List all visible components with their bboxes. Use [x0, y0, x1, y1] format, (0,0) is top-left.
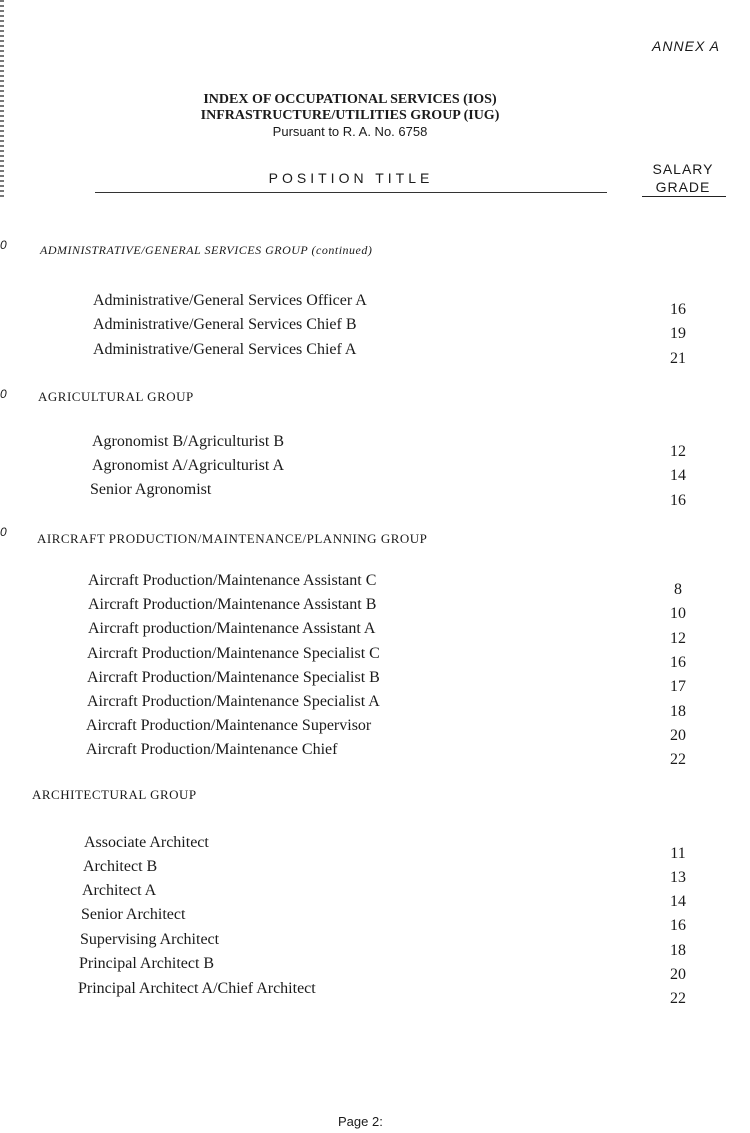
annex-label: ANNEX A [652, 38, 720, 54]
position-row: Architect B [83, 858, 158, 875]
salary-grade-heading [640, 160, 726, 196]
document-header [0, 92, 700, 140]
salary-heading-line-1: SALARY [652, 161, 714, 177]
position-row: Senior Agronomist [90, 481, 212, 498]
salary-grade: 8 [674, 581, 682, 598]
salary-grade: 22 [670, 990, 686, 1007]
salary-grade: 21 [670, 350, 686, 367]
margin-mark: 0 [0, 525, 7, 539]
position-row: Aircraft production/Maintenance Assistant A [88, 620, 376, 637]
position-row: Aircraft Production/Maintenance Assistant C [88, 572, 377, 589]
position-row: Aircraft Production/Maintenance Specialist C [87, 645, 380, 662]
salary-grade: 18 [670, 942, 686, 959]
position-row: Agronomist B/Agriculturist B [92, 433, 284, 450]
salary-grade: 17 [670, 678, 686, 695]
position-title-rule [95, 192, 607, 193]
salary-grade-rule [642, 196, 726, 197]
salary-grade: 19 [670, 325, 686, 342]
salary-grade: 20 [670, 727, 686, 744]
position-row: Architect A [82, 882, 157, 899]
position-row: Principal Architect A/Chief Architect [78, 980, 316, 997]
salary-grade: 16 [670, 492, 686, 509]
position-row: Aircraft Production/Maintenance Supervisor [86, 717, 372, 734]
salary-grade: 16 [670, 917, 686, 934]
position-row: Senior Architect [81, 906, 186, 923]
page-number: Page 2: [338, 1114, 383, 1129]
position-row: Administrative/General Services Officer A [93, 292, 367, 309]
header-line-2: INFRASTRUCTURE/UTILITIES GROUP (IUG) [200, 108, 500, 123]
position-row: Administrative/General Services Chief B [93, 316, 357, 333]
salary-grade: 13 [670, 869, 686, 886]
salary-heading-line-2: GRADE [655, 179, 711, 195]
salary-grade: 12 [670, 630, 686, 647]
group-heading: ARCHITECTURAL GROUP [32, 787, 197, 802]
salary-grade: 12 [670, 443, 686, 460]
header-line-3: Pursuant to R. A. No. 6758 [272, 124, 428, 139]
position-row: Supervising Architect [80, 931, 220, 948]
salary-grade: 16 [670, 301, 686, 318]
position-row: Aircraft Production/Maintenance Specialist A [87, 693, 380, 710]
salary-grade: 10 [670, 605, 686, 622]
margin-mark: 0 [0, 387, 7, 401]
salary-grade: 22 [670, 751, 686, 768]
salary-grade: 11 [670, 845, 686, 862]
salary-grade: 20 [670, 966, 686, 983]
header-line-1: INDEX OF OCCUPATIONAL SERVICES (IOS) [203, 92, 497, 107]
salary-grade: 16 [670, 654, 686, 671]
position-row: Agronomist A/Agriculturist A [92, 457, 284, 474]
group-heading: AGRICULTURAL GROUP [38, 389, 194, 404]
salary-grade: 14 [670, 467, 686, 484]
position-title-heading: POSITION TITLE [268, 170, 434, 186]
margin-mark: 0 [0, 238, 7, 252]
position-row: Aircraft Production/Maintenance Chief [86, 741, 338, 758]
group-heading: ADMINISTRATIVE/GENERAL SERVICES GROUP (continued) [40, 243, 373, 257]
position-row: Administrative/General Services Chief A [93, 341, 357, 358]
position-row: Associate Architect [84, 834, 209, 851]
position-row: Aircraft Production/Maintenance Assistant B [88, 596, 377, 613]
position-row: Aircraft Production/Maintenance Specialist B [87, 669, 380, 686]
group-heading: AIRCRAFT PRODUCTION/MAINTENANCE/PLANNING GROUP [37, 531, 428, 546]
salary-grade: 18 [670, 703, 686, 720]
salary-grade: 14 [670, 893, 686, 910]
position-row: Principal Architect B [79, 955, 215, 972]
